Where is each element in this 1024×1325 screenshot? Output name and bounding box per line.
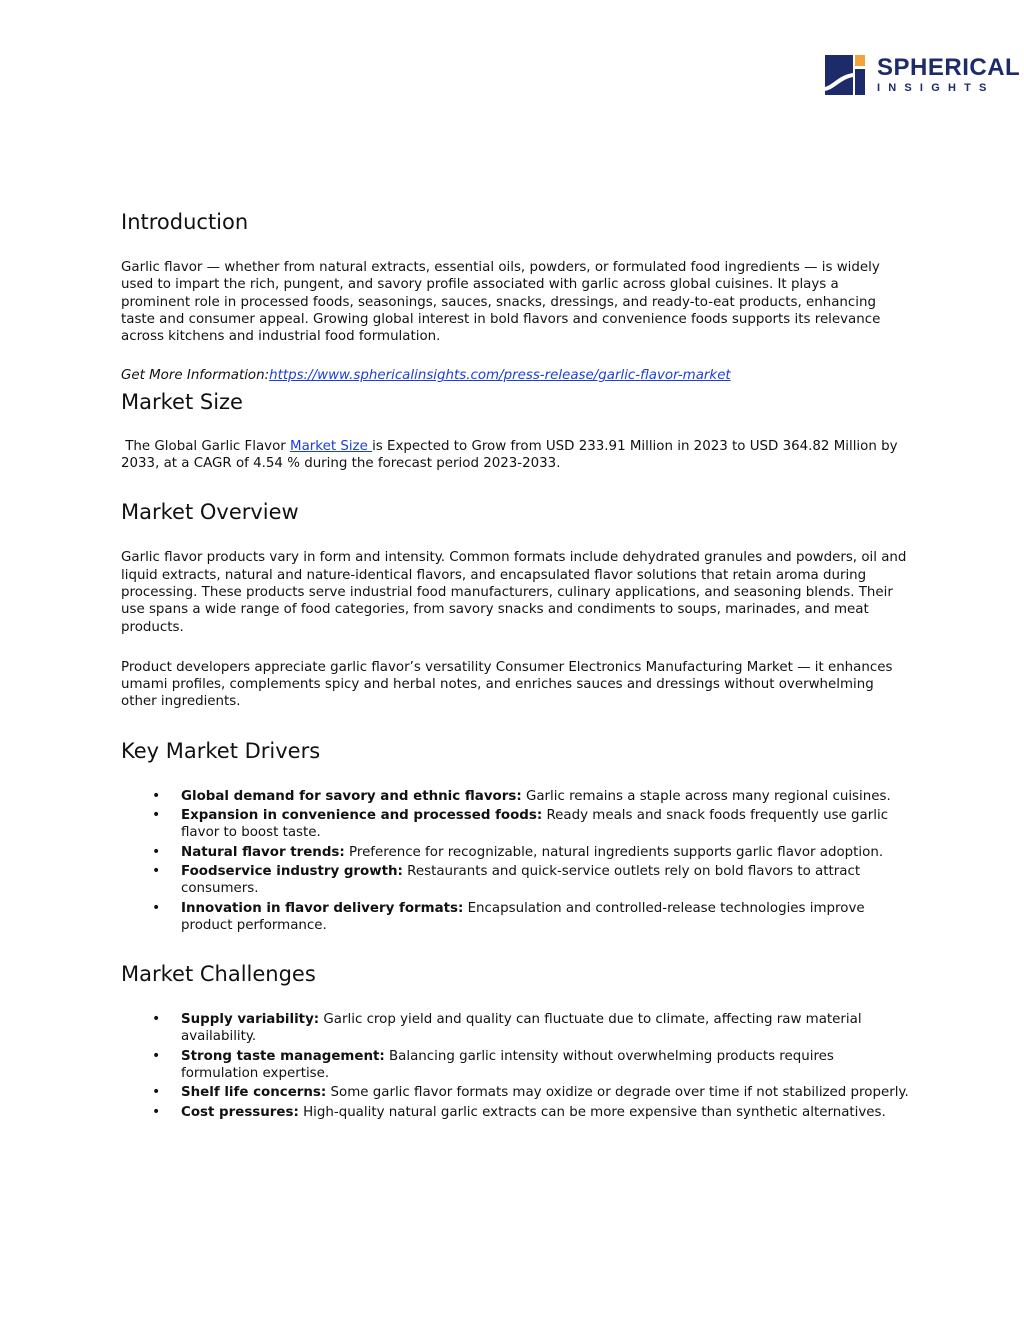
list-item [181, 1104, 911, 1121]
more-info-label: Get More Information: [121, 368, 270, 384]
list-item-title: Supply variability: [181, 1012, 320, 1028]
list-item-text: Some garlic flavor formats may oxidize or degrade over time if not stabilized properly. [326, 1085, 909, 1101]
list-item-title: Shelf life concerns: [181, 1085, 327, 1101]
list-item [181, 1048, 911, 1083]
market-overview-paragraph-1: Garlic flavor products vary in form and intensity. Common formats include dehydrated granules and powders, oil and liquid extracts, natural and nature-identical flavors, and encapsulated flavor solutions that retain aroma during processing. These products serve industrial food manufacturers, culinary applications, and seasoning blends. Their use spans a wide range of food categories, from savory snacks and condiments to soups, marinades, and meat products. [121, 550, 907, 635]
market-overview-heading: Market Overview [121, 500, 299, 525]
spherical-insights-logo [825, 55, 1020, 95]
list-item-title: Expansion in convenience and processed foods: [181, 808, 543, 824]
list-item [181, 788, 911, 805]
more-info-line [121, 367, 911, 384]
market-size-text-before: The Global Garlic Flavor [121, 438, 291, 454]
logo-subtitle: INSIGHTS [877, 82, 995, 94]
list-item [181, 863, 911, 898]
list-item-text: Encapsulation and controlled-release technologies improve product performance. [181, 900, 865, 933]
introduction-paragraph: Garlic flavor — whether from natural extracts, essential oils, powders, or formulated food ingredients — is widely used to impart the rich, pungent, and savory profile associated with garlic across global cuisines. It plays a prominent role in processed foods, seasonings, sauces, snacks, dressings, and ready-to-eat products, enhancing taste and consumer appeal. Growing global interest in bold flavors and convenience foods supports its relevance across kitchens and industrial food formulation. [121, 260, 881, 345]
key-drivers-heading: Key Market Drivers [121, 738, 321, 763]
key-drivers-list [121, 788, 911, 934]
list-item [181, 807, 911, 842]
list-item [181, 1011, 911, 1046]
list-item-text: Garlic remains a staple across many regional cuisines. [521, 788, 891, 804]
market-size-text-after: is Expected to Grow from USD 233.91 Million in 2023 to USD 364.82 Million by 2033, at a CAGR of 4.54 % during the forecast period 2023-2033. [121, 438, 898, 472]
list-item [181, 844, 911, 861]
list-item-text: Restaurants and quick-service outlets rely on bold flavors to attract consumers. [181, 863, 861, 897]
list-item [181, 1084, 911, 1101]
market-size-paragraph [121, 438, 911, 473]
market-overview-paragraph-2: Product developers appreciate garlic flavor’s versatility Consumer Electronics Manufacturing Market — it enhances umami profiles, complements spicy and herbal notes, and enriches sauces and dressings without overwhelming other ingredients. [121, 659, 893, 710]
more-info-link[interactable]: https://www.sphericalinsights.com/press-release/garlic-flavor-market [269, 368, 731, 384]
list-item-title: Cost pressures: [181, 1104, 299, 1120]
challenges-heading: Market Challenges [121, 962, 316, 987]
challenges-list [121, 1011, 911, 1121]
list-item-title: Natural flavor trends: [181, 844, 345, 860]
introduction-heading: Introduction [121, 210, 249, 234]
list-item-text: Garlic crop yield and quality can fluctuate due to climate, affecting raw material availability. [181, 1012, 862, 1045]
document-body [121, 207, 911, 1123]
logo-title: SPHERICAL [877, 54, 1021, 81]
market-size-heading: Market Size [121, 389, 243, 414]
list-item [181, 900, 911, 935]
list-item-text: Preference for recognizable, natural ingredients supports garlic flavor adoption. [344, 844, 884, 860]
logo-mark-icon [825, 55, 865, 95]
list-item-text: High-quality natural garlic extracts can be more expensive than synthetic alternatives. [298, 1104, 886, 1120]
list-item-text: Ready meals and snack foods frequently use garlic flavor to boost taste. [181, 808, 889, 841]
list-item-title: Innovation in flavor delivery formats: [181, 900, 464, 916]
list-item-title: Foodservice industry growth: [181, 863, 403, 879]
list-item-title: Global demand for savory and ethnic flavors: [181, 788, 522, 804]
list-item-text: Balancing garlic intensity without overwhelming products requires formulation expertise. [181, 1048, 834, 1082]
list-item-title: Strong taste management: [181, 1048, 385, 1064]
market-size-link[interactable]: Market Size [290, 438, 373, 454]
